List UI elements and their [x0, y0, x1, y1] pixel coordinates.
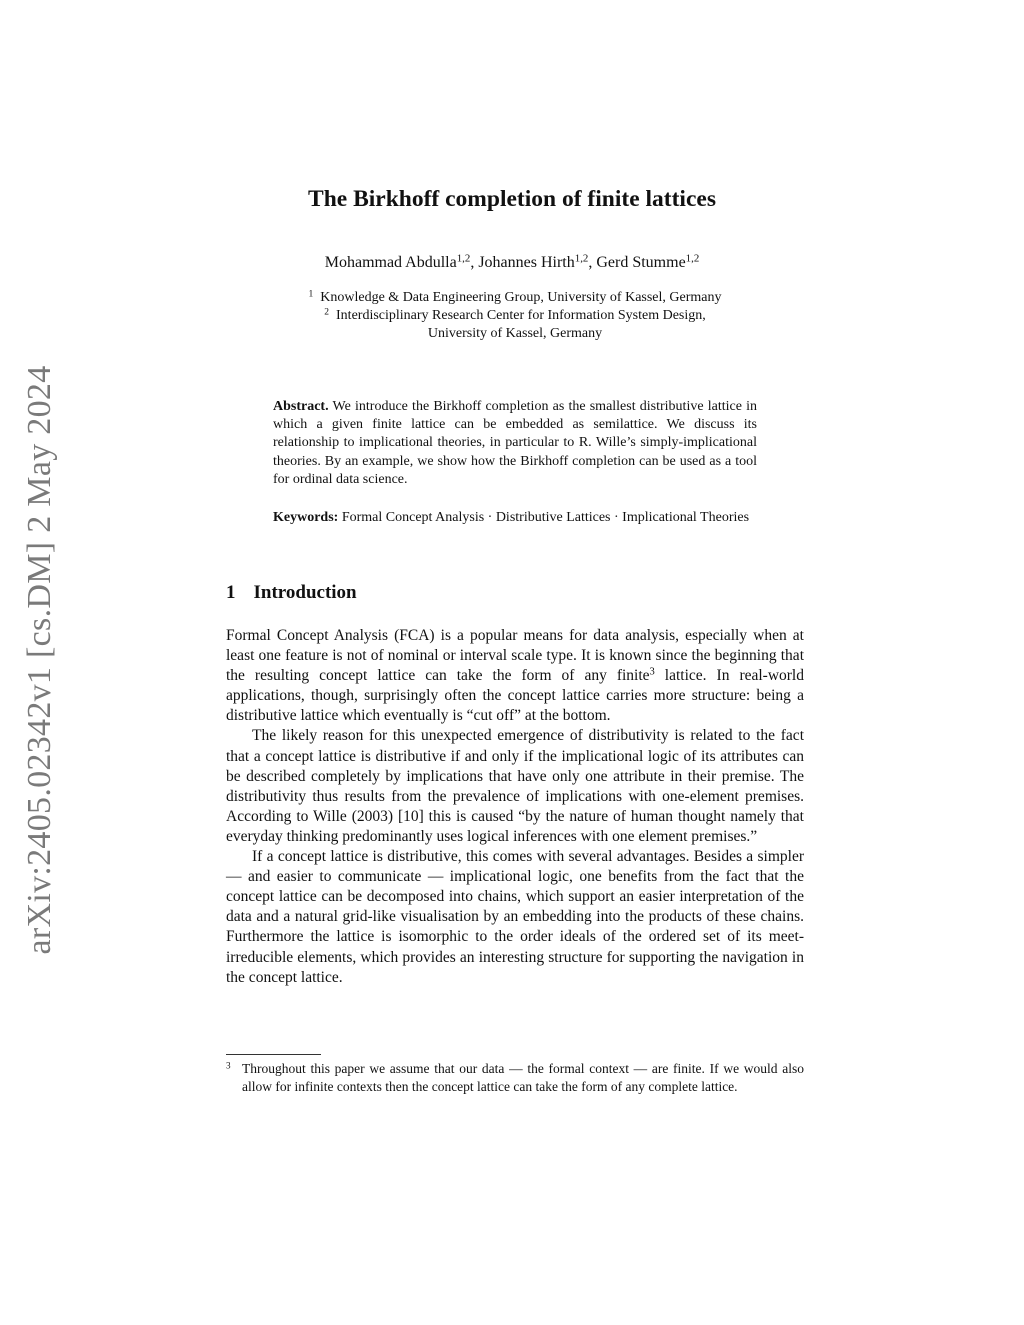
author-name: Gerd Stumme	[596, 254, 686, 271]
body-text	[226, 626, 804, 988]
keywords-text: Formal Concept Analysis · Distributive Lattices · Implicational Theories	[341, 510, 750, 525]
footnote-text: Throughout this paper we assume that our data — the formal context — are finite. If we would also allow for infinite contexts then the concept lattice can take the form of any complete lattice.	[242, 1061, 804, 1094]
section-heading	[226, 582, 357, 604]
abstract-text: We introduce the Birkhoff completion as the smallest distributive lattice in which a given finite lattice can be embedded as semilattice. We discuss its relationship to implicational theories, in particular to R. Wille’s simply-implicational theories. By an example, we show how the Birkhoff completion can be used as a tool for ordinal data science.	[273, 399, 757, 487]
affiliation-text: Interdisciplinary Research Center for Information System Design,	[336, 308, 706, 323]
affiliation-line	[0, 289, 1024, 307]
affiliation-mark: 1	[308, 289, 314, 300]
affiliation-text: Knowledge & Data Engineering Group, University of Kassel, Germany	[320, 290, 722, 305]
footnote-divider	[226, 1054, 321, 1055]
affiliation-line	[0, 325, 1024, 343]
abstract-label: Abstract.	[273, 399, 329, 414]
abstract	[273, 398, 757, 489]
footnote	[226, 1060, 804, 1095]
section-title: Introduction	[253, 582, 357, 603]
author-affiliation-mark: 1,2	[685, 252, 700, 265]
paragraph	[226, 626, 804, 726]
paragraph-text: Formal Concept Analysis (FCA) is a popular means for data analysis, especially when at least one feature is not of nominal or interval scale type. It is known since the beginning that the resulting concept lattice can take the form of any finite	[226, 627, 804, 685]
author-name: Johannes Hirth	[478, 254, 575, 271]
affiliation-line	[0, 307, 1024, 325]
author-separator: ,	[588, 254, 597, 271]
affiliation-text: University of Kassel, Germany	[427, 326, 603, 341]
footnote-mark: 3	[226, 1060, 231, 1071]
footnote-reference: 3	[649, 666, 655, 678]
keywords-label: Keywords:	[273, 510, 339, 525]
keywords	[273, 509, 757, 527]
paragraph: The likely reason for this unexpected emergence of distributivity is related to the fact that a concept lattice is distributive if and only if the implicational logic of its attributes can be described completely by implications that have only one attribute in their premise. The distributivity thus results from the prevalence of implications with one-element premises. According to Wille (2003) [10] this is caused “by the nature of human thought namely that everyday thinking predominantly uses logical inferences with one element premises.”	[226, 727, 804, 845]
paper-title: The Birkhoff completion of finite lattices	[308, 186, 716, 212]
paragraph: If a concept lattice is distributive, this comes with several advantages. Besides a simpler — and easier to communicate — implicational logic, one benefits from the fact that the concept lattice can be decomposed into chains, which support an easier interpretation of the data and a natural grid-like visualisation by an embedding into the products of these chains. Furthermore the lattice is isomorphic to the order ideals of the ordered set of its meet-irreducible elements, which provides an interesting structure for supporting the navigation in the concept lattice.	[226, 848, 804, 986]
author-separator: ,	[470, 254, 479, 271]
arxiv-identifier: arXiv:2405.02342v1 [cs.DM] 2 May 2024	[21, 365, 58, 955]
author-list	[0, 254, 1024, 272]
affiliation-mark: 2	[324, 307, 330, 318]
author-affiliation-mark: 1,2	[456, 252, 471, 265]
affiliation-list	[0, 289, 1024, 343]
paragraph-text: lattice. In real-world applications, though, surprisingly often the concept lattice carries more structure: being a distributive lattice which eventually is “cut off” at the bottom.	[226, 667, 804, 725]
section-number: 1	[226, 582, 236, 603]
author-affiliation-mark: 1,2	[574, 252, 589, 265]
author-name: Mohammad Abdulla	[324, 254, 457, 271]
